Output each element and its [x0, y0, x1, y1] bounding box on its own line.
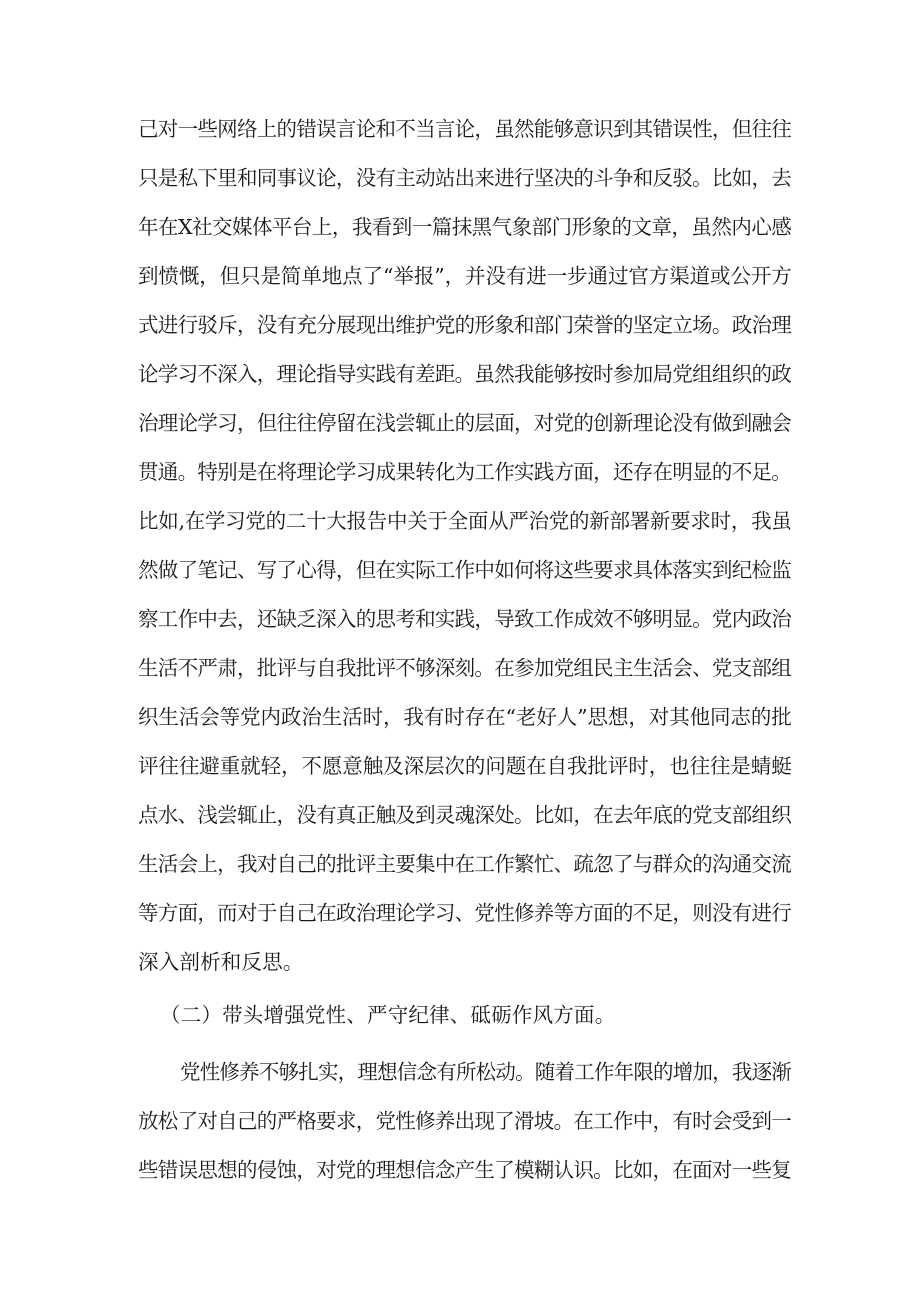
text-line: 贯通。特别是在将理论学习成果转化为工作实践方面，还存在明显的不足。	[138, 460, 792, 484]
text-line: 只是私下里和同事议论，没有主动站出来进行坚决的斗争和反驳。比如，去	[138, 166, 792, 190]
text-line: 深入剖析和反思。	[138, 950, 304, 974]
text-line: 点水、浅尝辄止，没有真正触及到灵魂深处。比如，在去年底的党支部组织	[138, 803, 792, 827]
text-line: 然做了笔记、写了心得，但在实际工作中如何将这些要求具体落实到纪检监	[138, 558, 792, 582]
text-line: 些错误思想的侵蚀，对党的理想信念产生了模糊认识。比如，在面对一些复	[138, 1158, 792, 1182]
text-line: 治理论学习，但往往停留在浅尝辄止的层面，对党的创新理论没有做到融会	[138, 411, 792, 435]
text-line: 察工作中去，还缺乏深入的思考和实践，导致工作成效不够明显。党内政治	[138, 607, 792, 631]
text-line: 放松了对自己的严格要求，党性修养出现了滑坡。在工作中，有时会受到一	[138, 1109, 792, 1133]
text-line: 比如,在学习党的二十大报告中关于全面从严治党的新部署新要求时，我虽	[138, 509, 792, 533]
text-line: 织生活会等党内政治生活时，我有时存在“老好人”思想，对其他同志的批	[138, 705, 792, 729]
text-line: 论学习不深入，理论指导实践有差距。虽然我能够按时参加局党组组织的政	[138, 362, 792, 386]
text-line: 己对一些网络上的错误言论和不当言论，虽然能够意识到其错误性，但往往	[138, 117, 792, 141]
text-line: 生活会上，我对自己的批评主要集中在工作繁忙、疏忽了与群众的沟通交流	[138, 852, 792, 876]
text-line: 生活不严肃，批评与自我批评不够深刻。在参加党组民主生活会、党支部组	[138, 656, 792, 680]
text-line: 式进行驳斥，没有充分展现出维护党的形象和部门荣誉的坚定立场。政治理	[138, 313, 792, 337]
text-line: 等方面，而对于自己在政治理论学习、党性修养等方面的不足，则没有进行	[138, 901, 792, 925]
text-line: 年在X社交媒体平台上，我看到一篇抹黑气象部门形象的文章，虽然内心感	[138, 215, 792, 239]
text-line: 到愤慨，但只是简单地点了“举报”，并没有进一步通过官方渠道或公开方	[138, 264, 792, 288]
text-line: 党性修养不够扎实，理想信念有所松动。随着工作年限的增加，我逐渐	[180, 1060, 792, 1084]
section-heading: （二）带头增强党性、严守纪律、砥砺作风方面。	[160, 1003, 616, 1027]
text-line: 评往往避重就轻，不愿意触及深层次的问题在自我批评时，也往往是蜻蜓	[138, 754, 792, 778]
